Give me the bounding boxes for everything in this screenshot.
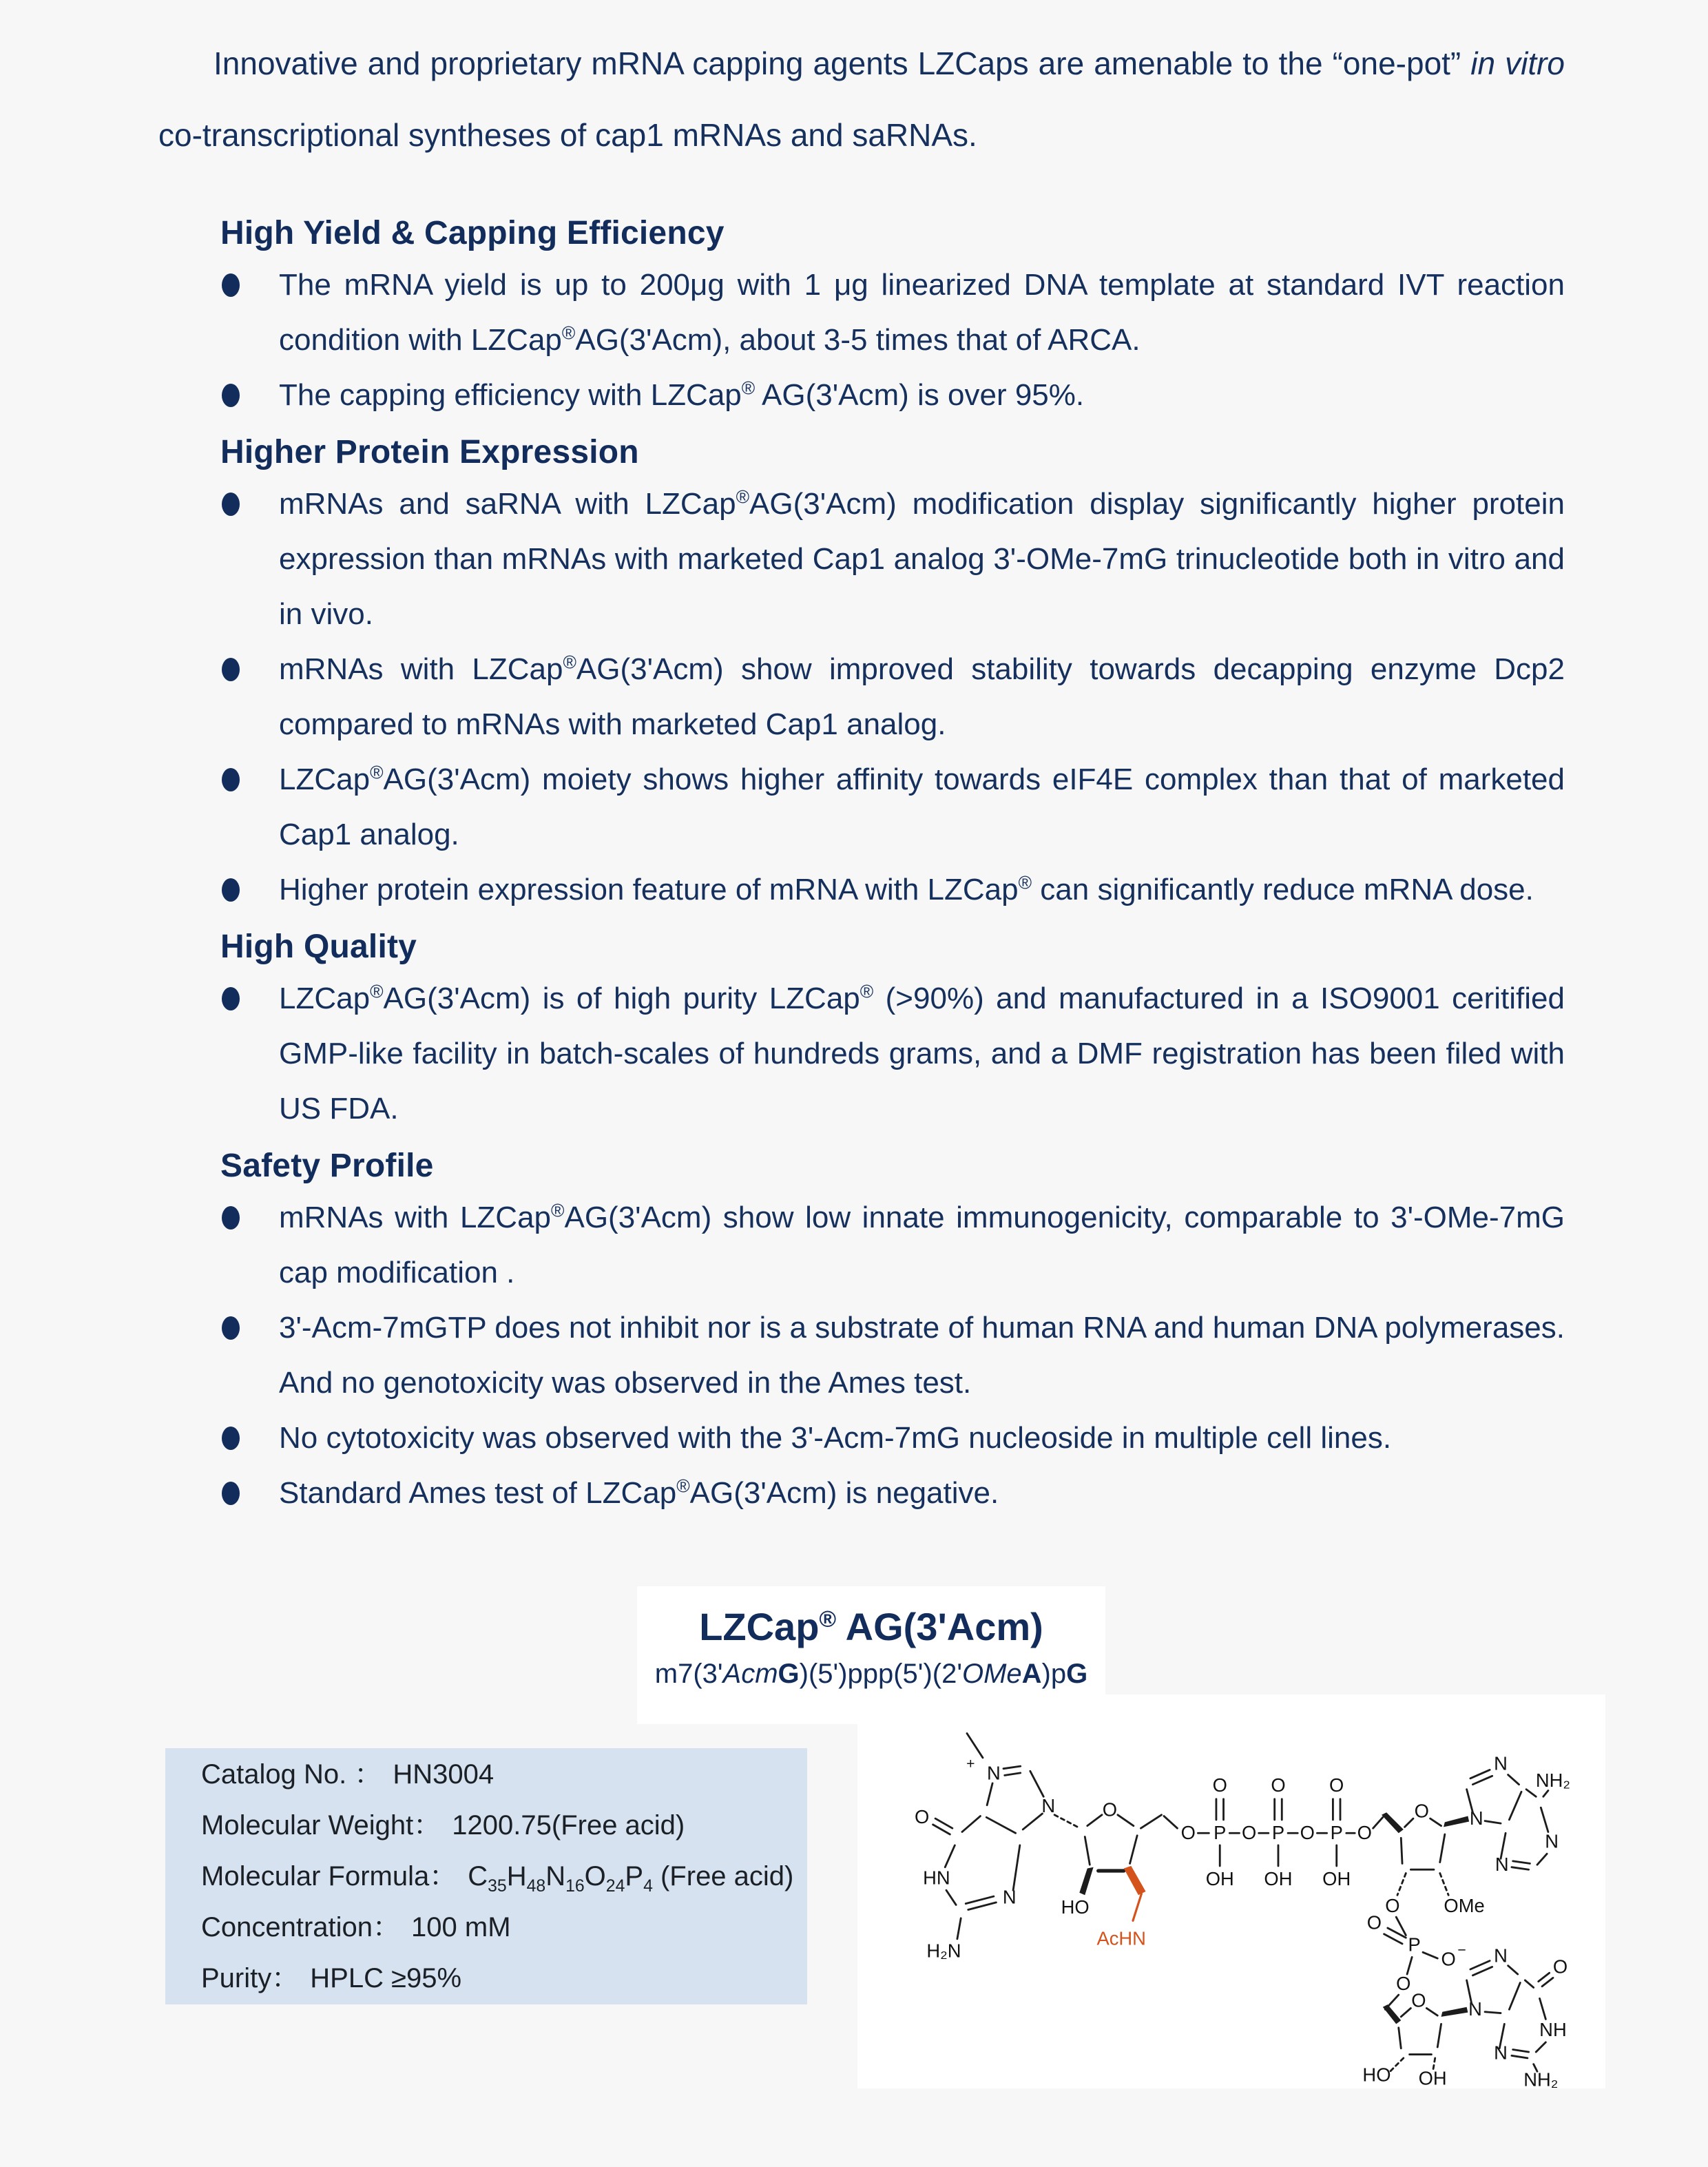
- atom-label-minus: −: [1457, 1942, 1466, 1958]
- info-row-catalog-no: [201, 1759, 807, 1790]
- bullet-text: mRNAs with LZCap®AG(3'Acm) show low innate immunogenicity, comparable to 3'-OMe-7mG cap modification .: [279, 1200, 1565, 1289]
- atom-label-o: O: [1329, 1774, 1344, 1796]
- bullet-dot: [222, 658, 240, 681]
- bullet-item: [158, 1190, 1565, 1300]
- info-label: Molecular Weight：: [201, 1810, 441, 1841]
- section-heading-higher-protein-expression: Higher Protein Expression: [220, 434, 639, 470]
- atom-label-oh: OH: [1205, 1868, 1234, 1890]
- bullet-dot: [222, 1482, 240, 1505]
- atom-label-o: O: [1366, 1911, 1382, 1933]
- atom-label-o: O: [1411, 1989, 1426, 2011]
- bullet-text: Higher protein expression feature of mRNA with LZCap® can significantly reduce mRNA dose.: [279, 872, 1534, 906]
- atom-label-p: P: [1330, 1822, 1343, 1844]
- bullet-dot: [222, 987, 240, 1010]
- bullet-item: [158, 477, 1565, 642]
- atom-label-o: O: [1300, 1822, 1315, 1844]
- bullet-dot: [222, 768, 240, 791]
- catalog-info-box: [165, 1748, 807, 2004]
- atom-label-o: O: [1396, 1973, 1411, 1994]
- info-label: Molecular Formula：: [201, 1861, 457, 1891]
- atom-label-o: O: [1180, 1822, 1196, 1844]
- bullet-text: mRNAs with LZCap®AG(3'Acm) show improved stability towards decapping enzyme Dcp2 compared to mRNAs with marketed Cap1 analog.: [279, 652, 1565, 741]
- bullet-dot: [222, 1206, 240, 1230]
- bullet-text: Standard Ames test of LZCap®AG(3'Acm) is negative.: [279, 1475, 999, 1510]
- molecule-structure-box: [857, 1694, 1605, 2088]
- atom-label-n: N: [1469, 1807, 1483, 1829]
- atom-label-h2n: H₂N: [926, 1940, 961, 1962]
- bullet-item: [158, 258, 1565, 368]
- m7g-base-group: [915, 1733, 1055, 1961]
- info-value: HN3004: [393, 1759, 494, 1790]
- atom-label-hn: HN: [923, 1867, 950, 1889]
- atom-label-n: N: [1494, 2042, 1508, 2064]
- bullet-item: [158, 1411, 1565, 1466]
- ribose-3: [1362, 1990, 1468, 2088]
- section-heading-safety-profile: Safety Profile: [220, 1148, 434, 1184]
- bullet-text: mRNAs and saRNA with LZCap®AG(3'Acm) modification display significantly higher protein expression than mRNAs with marketed Cap1 analog 3'-OMe-7mG trinucleotide both in vitro and in vivo.: [279, 486, 1565, 631]
- info-label: Purity：: [201, 1963, 300, 1993]
- info-row-concentration: [201, 1912, 807, 1942]
- atom-label-n: N: [1468, 1998, 1482, 2020]
- info-row-molecular-formula: [201, 1861, 807, 1896]
- atom-label-n: N: [1545, 1830, 1559, 1852]
- atom-label-n: N: [986, 1762, 1001, 1784]
- atom-label-oh: OH: [1418, 2067, 1447, 2088]
- atom-label-nh: NH: [1539, 2019, 1567, 2041]
- bullet-item: [158, 368, 1565, 423]
- atom-label-nh2: NH₂: [1523, 2068, 1559, 2088]
- product-title: LZCap® AG(3'Acm): [699, 1605, 1043, 1648]
- bullet-text: The mRNA yield is up to 200μg with 1 μg linearized DNA template at standard IVT reaction condition with LZCap®AG(3'Acm), about 3-5 times that of ARCA.: [279, 268, 1565, 357]
- bullet-dot: [222, 1316, 240, 1340]
- atom-label-n: N: [1494, 1752, 1508, 1774]
- bullet-dot: [222, 1427, 240, 1450]
- atom-label-ome: OMe: [1444, 1895, 1485, 1917]
- molecule-structure-svg: [857, 1694, 1605, 2088]
- atom-label-p: P: [1214, 1822, 1227, 1844]
- bullet-item: [158, 642, 1565, 752]
- info-row-purity: [201, 1963, 807, 1993]
- triphosphate: [1181, 1774, 1383, 1889]
- info-label: Catalog No. ：: [201, 1759, 382, 1790]
- atom-label-o: O: [1357, 1822, 1372, 1844]
- info-row-molecular-weight: [201, 1810, 807, 1841]
- bullet-dot: [222, 273, 240, 297]
- atom-label-o: O: [915, 1806, 930, 1828]
- atom-label-o: O: [1414, 1800, 1429, 1822]
- bullet-item: [158, 1466, 1565, 1521]
- atom-label-n: N: [1494, 1945, 1508, 1967]
- atom-label-plus: +: [966, 1756, 975, 1772]
- bullet-dot: [222, 493, 240, 516]
- info-value: $C_{35}H_{48}N_{16}O_{24}P_4$ (Free acid): [468, 1861, 794, 1896]
- atom-label-o: O: [1552, 1956, 1568, 1978]
- atom-label-o: O: [1441, 1948, 1456, 1970]
- atom-label-p: P: [1408, 1933, 1421, 1956]
- atom-label-oh: OH: [1322, 1868, 1351, 1890]
- atom-label-oh: OH: [1264, 1868, 1293, 1890]
- atom-label-n: N: [1494, 1853, 1509, 1875]
- atom-label-n: N: [1041, 1795, 1056, 1817]
- atom-label-p: P: [1271, 1822, 1285, 1844]
- atom-label-o: O: [1271, 1774, 1286, 1796]
- atom-label-o: O: [1212, 1774, 1227, 1796]
- ribose-1: [1054, 1799, 1177, 1949]
- guanine-base: [1467, 1945, 1568, 2088]
- atom-label-ho: HO: [1061, 1896, 1090, 1918]
- atom-label-achn: AcHN: [1096, 1927, 1146, 1949]
- adenine-base: [1467, 1752, 1570, 1875]
- bullet-text: LZCap®AG(3'Acm) is of high purity LZCap® (>90%) and manufactured in a ISO9001 ceritified GMP-like facility in batch-scales of hundreds grams, and a DMF registration has been filed with US FDA.: [279, 981, 1565, 1126]
- bullet-dot: [222, 878, 240, 902]
- bullet-item: [158, 1300, 1565, 1411]
- info-label: Concentration：: [201, 1912, 401, 1942]
- section-heading-high-quality: High Quality: [220, 929, 417, 965]
- section-heading-high-yield: High Yield & Capping Efficiency: [220, 215, 725, 251]
- atom-label-o: O: [1385, 1895, 1400, 1917]
- atom-label-ho: HO: [1362, 2064, 1391, 2086]
- atom-label-o: O: [1241, 1822, 1257, 1844]
- info-value: 100 mM: [411, 1912, 511, 1942]
- feature-sections: [158, 204, 1565, 1521]
- bullet-item: [158, 752, 1565, 862]
- atom-label-nh2: NH₂: [1535, 1770, 1571, 1792]
- atom-label-n: N: [1002, 1886, 1017, 1908]
- bullet-text: No cytotoxicity was observed with the 3'-Acm-7mG nucleoside in multiple cell lines.: [279, 1421, 1392, 1455]
- atom-label-o: O: [1102, 1798, 1118, 1821]
- intro-paragraph: Innovative and proprietary mRNA capping agents LZCaps are amenable to the “one-pot” in vitro co-transcriptional syntheses of cap1 mRNAs and saRNAs.: [158, 45, 1565, 153]
- bullet-item: [158, 862, 1565, 917]
- info-value: HPLC ≥95%: [310, 1963, 462, 1993]
- bullet-dot: [222, 384, 240, 407]
- product-formula: m7(3'AcmG)(5')ppp(5')(2'OMeA)pG: [654, 1659, 1088, 1689]
- bullet-text: LZCap®AG(3'Acm) moiety shows higher affinity towards eIF4E complex than that of marketed Cap1 analog.: [279, 762, 1565, 851]
- bullet-text: The capping efficiency with LZCap® AG(3'Acm) is over 95%.: [279, 377, 1085, 412]
- info-value: 1200.75(Free acid): [452, 1810, 685, 1841]
- bullet-text: 3'-Acm-7mGTP does not inhibit nor is a substrate of human RNA and human DNA polymerases. And no genotoxicity was observed in the Ames test.: [279, 1311, 1565, 1400]
- bullet-item: [158, 971, 1565, 1137]
